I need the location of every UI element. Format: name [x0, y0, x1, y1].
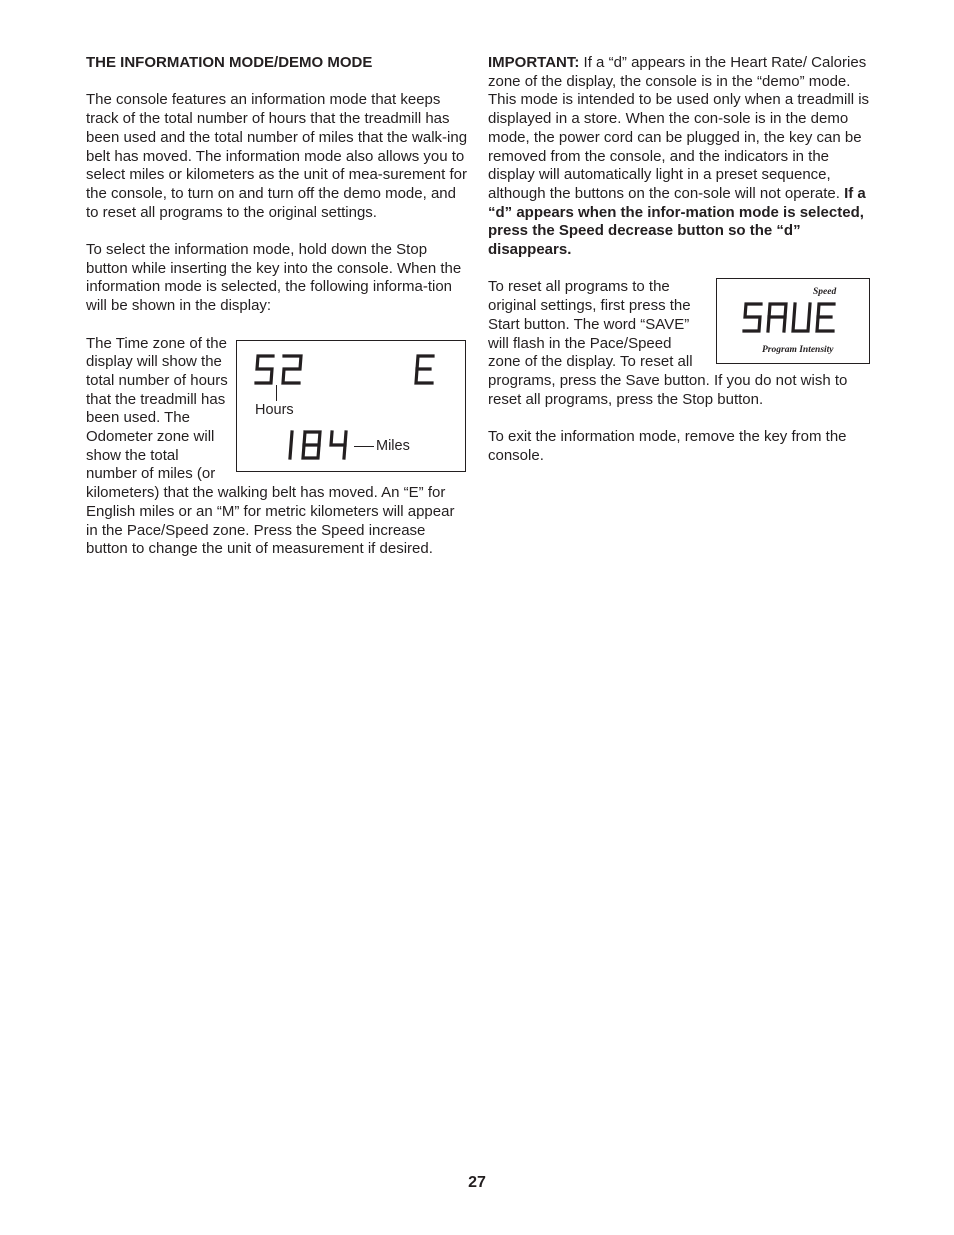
odometer-block: [86, 335, 468, 559]
important-paragraph: [488, 54, 870, 260]
time-zone-paragraph: The Time zone of the display will show the total number of hours that the treadmill has been used. The Odometer zone will show the total number of miles (or kilometers) that the walking belt has moved. An “E” for English miles or an “M” for metric kilometers will appear in the Pace/Speed zone. Press the Speed increase button to change the unit of measurement if desired.: [86, 334, 455, 558]
time-digits: [253, 353, 307, 387]
program-intensity-label: Program Intensity: [762, 345, 834, 356]
left-column: [86, 54, 468, 578]
miles-label: Miles: [376, 437, 410, 454]
hours-leader-line: [276, 385, 277, 401]
important-bold-text: If a “d” appears when the infor-mation mode is selected, press the Speed decrease button so the “d” disappears.: [488, 184, 866, 259]
hours-label: Hours: [255, 401, 294, 418]
important-text: If a “d” appears in the Heart Rate/ Calories zone of the display, the console is in the “demo” mode. This mode is intended to be used only when a treadmill is displayed in a store. When the con-sole is in the demo mode, the power cord can be plugged in, the key can be removed from the console, and the indicators in the display will automatically light in a preset sequence, although the buttons on the con-sole will not operate.: [488, 54, 870, 202]
important-label: IMPORTANT:: [488, 54, 580, 71]
speed-label: Speed: [813, 287, 837, 298]
page-number: 27: [468, 1174, 486, 1191]
save-display-figure: [716, 278, 870, 364]
reset-block: [488, 278, 870, 409]
reset-paragraph: To reset all programs to the original settings, first press the Start button. The word “SAVE” will flash in the Pace/Speed zone of the display. To reset all programs, press the Save button. If you do not wish to reset all programs, press the Stop button.: [488, 278, 848, 408]
exit-paragraph: To exit the information mode, remove the key from the console.: [488, 428, 847, 464]
unit-letter-glyph: [413, 353, 437, 387]
miles-digits: [285, 429, 351, 461]
section-heading: THE INFORMATION MODE/DEMO MODE: [86, 54, 373, 71]
right-column: [488, 54, 870, 484]
intro-paragraph: The console features an information mode that keeps track of the total number of hours that the treadmill has been used and the total number of miles that the walk-ing belt has moved. The information mode also allows you to select miles or kilometers as the unit of mea-surement for the console, to turn on and turn off the demo mode, and to reset all programs to the original settings.: [86, 91, 468, 221]
save-glyphs: [741, 301, 839, 335]
miles-leader-line: [354, 446, 374, 447]
select-mode-paragraph: To select the information mode, hold down the Stop button while inserting the key into the console. When the information mode is selected, the following informa-tion will be shown in the display:: [86, 241, 462, 315]
odometer-display-figure: [236, 340, 466, 472]
